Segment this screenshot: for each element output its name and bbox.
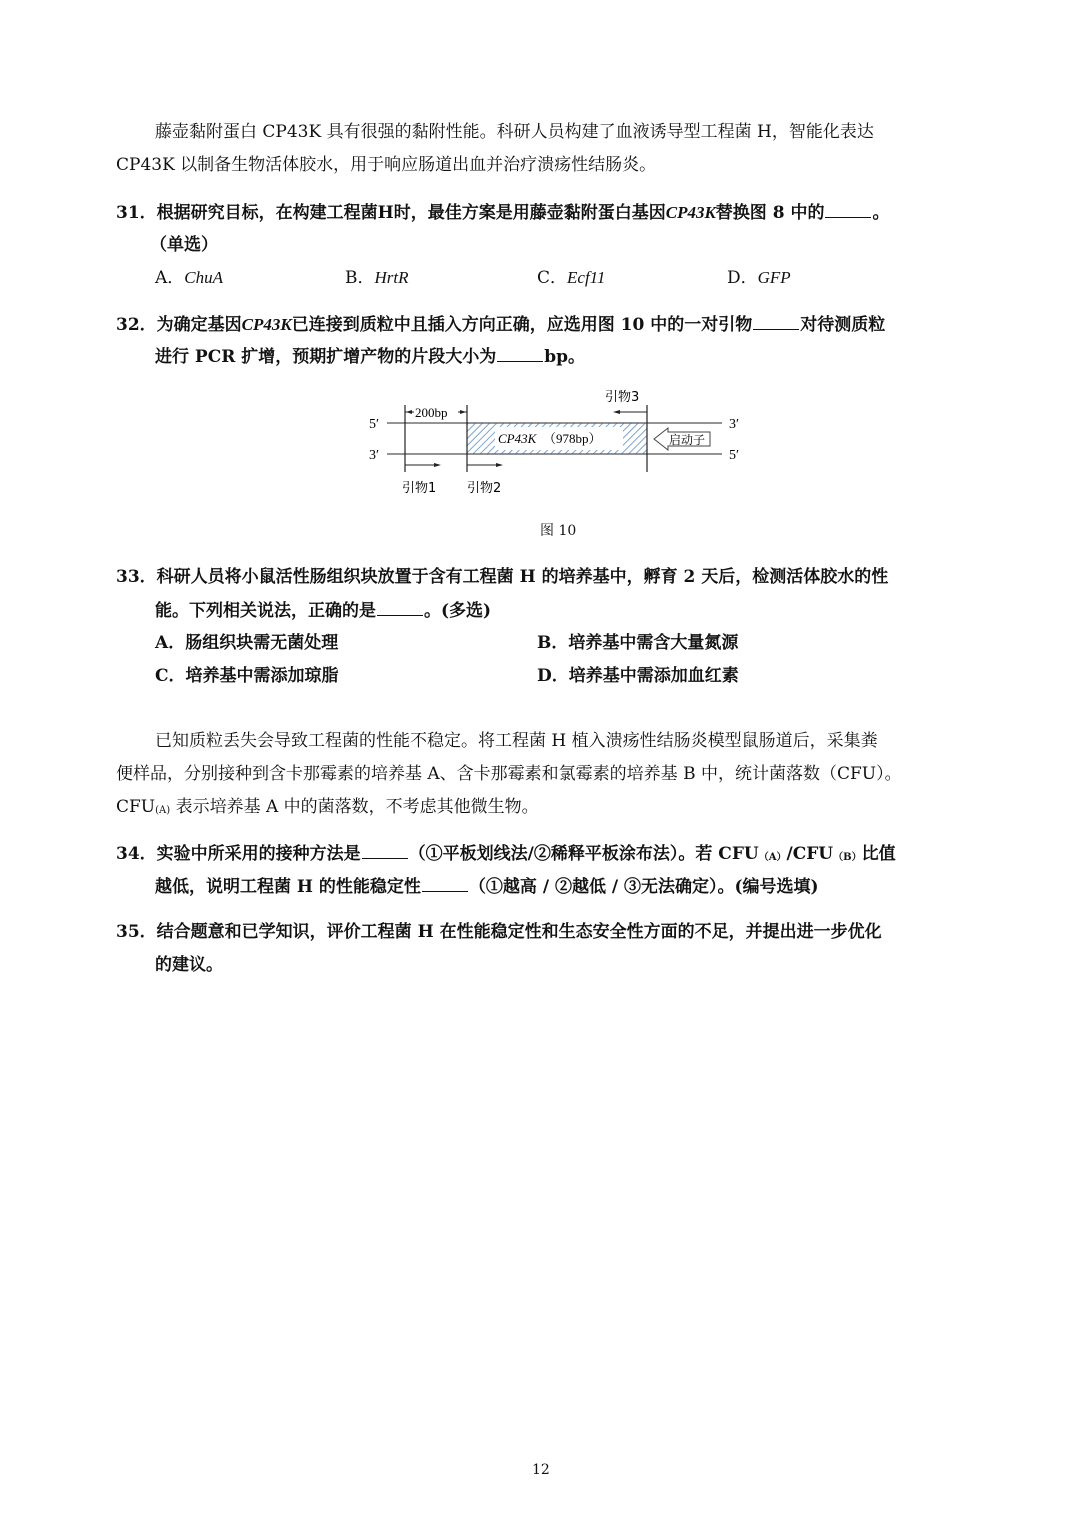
question-number: 31． [116, 203, 157, 223]
option-a[interactable]: A．ChuA [155, 268, 224, 288]
svg-text:5′: 5′ [369, 417, 380, 432]
option-d[interactable]: D．培养基中需添加血红素 [537, 666, 739, 686]
answer-blank[interactable] [377, 599, 423, 616]
option-b[interactable]: B．HrtR [345, 268, 409, 288]
option-c[interactable]: C．培养基中需添加琼脂 [155, 666, 339, 686]
svg-text:5′: 5′ [729, 448, 740, 463]
question-33: 33．科研人员将小鼠活性肠组织块放置于含有工程菌 H 的培养基中，孵育 2 天后，检测活体胶水的性 [116, 567, 889, 587]
gene-name: CP43K [241, 315, 292, 334]
intro-paragraph-2-line-1: 已知质粒丢失会导致工程菌的性能不稳定。将工程菌 H 植入溃疡性结肠炎模型鼠肠道后，采集粪 [155, 731, 878, 751]
gene-name: CP43K [665, 203, 716, 222]
primer3-label: 引物3 [605, 390, 640, 405]
svg-text:3′: 3′ [729, 417, 740, 432]
question-31: 31．根据研究目标，在构建工程菌H时，最佳方案是用藤壶黏附蛋白基因CP43K替换图 8 中的 。 [116, 203, 890, 223]
question-32: 32．为确定基因CP43K已连接到质粒中且插入方向正确，应选用图 10 中的一对引物 对待测质粒 [116, 315, 886, 335]
gene-size: （978bp） [543, 431, 602, 446]
intro-paragraph-1-line-2: CP43K 以制备生物活体胶水，用于响应肠道出血并治疗溃疡性结肠炎。 [116, 155, 657, 175]
intro-paragraph-1-line-1: 藤壶黏附蛋白 CP43K 具有很强的黏附性能。科研人员构建了血液诱导型工程菌 H，智能化表达 [155, 122, 874, 142]
gene-label: CP43K [498, 431, 537, 446]
question-number: 32． [116, 315, 157, 335]
option-b[interactable]: B．培养基中需含大量氮源 [537, 633, 739, 653]
option-c[interactable]: C．Ecf11 [537, 268, 606, 288]
question-35: 35．结合题意和已学知识，评价工程菌 H 在性能稳定性和生态安全性方面的不足，并提出进一步优化 [116, 922, 882, 942]
question-33-line-2: 能。下列相关说法，正确的是 。(多选) [155, 601, 492, 621]
primer1-label: 引物1 [402, 481, 437, 496]
question-number: 35． [116, 922, 157, 942]
answer-blank-method[interactable] [362, 842, 408, 859]
intro-paragraph-2-line-3: CFU(A) 表示培养基 A 中的菌落数，不考虑其他微生物。 [116, 797, 539, 817]
answer-blank[interactable] [825, 201, 871, 218]
question-number: 34． [116, 844, 157, 864]
figure-caption: 图 10 [540, 523, 577, 539]
question-number: 33． [116, 567, 157, 587]
question-34-line-2: 越低，说明工程菌 H 的性能稳定性 （①越高 / ②越低 / ③无法确定）。(编号选填) [155, 877, 819, 897]
primer1-arrow-icon [434, 463, 441, 467]
question-35-line-2: 的建议。 [155, 955, 223, 975]
promoter-label: 启动子 [669, 433, 706, 447]
answer-blank-primers[interactable] [753, 313, 799, 330]
question-34: 34．实验中所采用的接种方法是 （①平板划线法/②稀释平板涂布法）。若 CFU（A）/CFU（B）比值 [116, 844, 896, 864]
primer2-arrow-icon [496, 463, 503, 467]
answer-blank-stability[interactable] [422, 875, 468, 892]
question-32-line-2: 进行 PCR 扩增，预期扩增产物的片段大小为 bp。 [155, 347, 586, 367]
distance-label: 200bp [415, 405, 448, 420]
answer-blank-size[interactable] [497, 345, 543, 362]
figure-10-diagram [350, 380, 750, 510]
option-a[interactable]: A．肠组织块需无菌处理 [155, 633, 339, 653]
primer3-arrow-icon [613, 410, 620, 414]
page-number: 12 [532, 1462, 550, 1478]
svg-text:3′: 3′ [369, 448, 380, 463]
option-d[interactable]: D．GFP [727, 268, 791, 288]
intro-paragraph-2-line-2: 便样品，分别接种到含卡那霉素的培养基 A、含卡那霉素和氯霉素的培养基 B 中，统计菌落数（CFU）。 [116, 764, 902, 784]
question-type: （单选） [150, 235, 218, 255]
primer2-label: 引物2 [467, 481, 502, 496]
